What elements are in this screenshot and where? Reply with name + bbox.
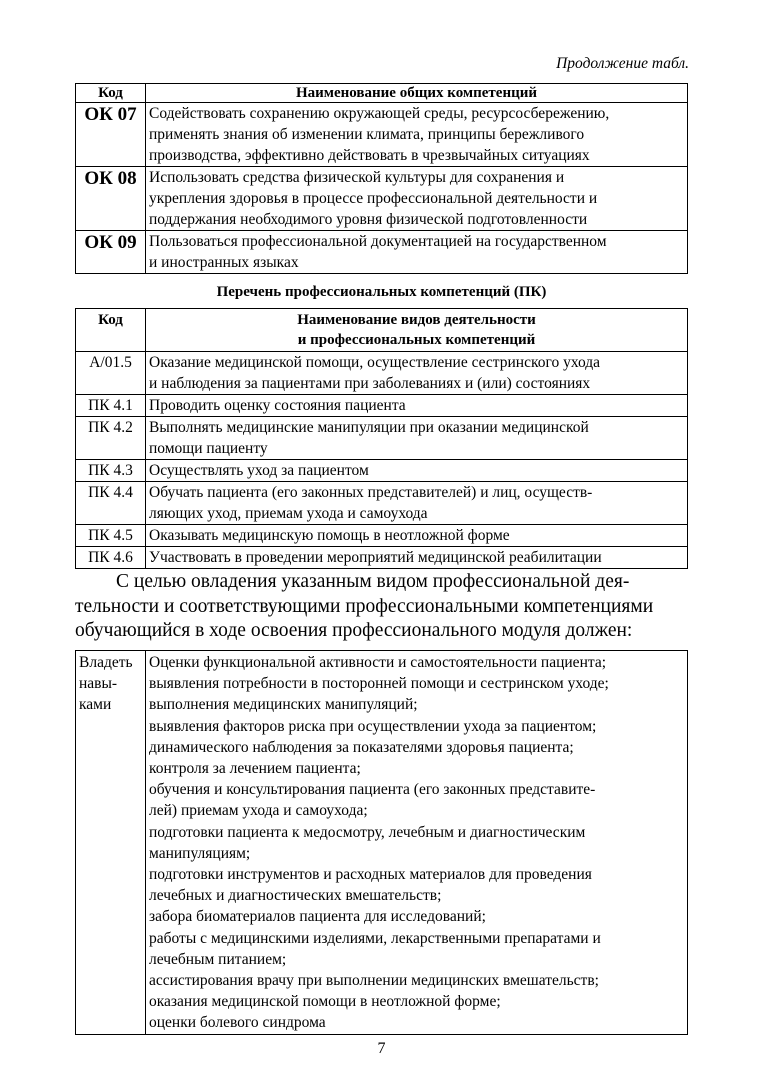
header-line: и профессиональных компетенций xyxy=(297,332,536,348)
table-row xyxy=(76,231,688,274)
table-row xyxy=(76,395,688,417)
competency-code: ПК 4.2 xyxy=(76,417,146,460)
competency-code: ПК 4.6 xyxy=(76,547,146,569)
skill-item: забора биоматериалов пациента для исследований; xyxy=(149,908,486,926)
skill-item: лей) приемам ухода и самоухода; xyxy=(149,802,368,820)
text-line: поддержания необходимого уровня физической подготовленности xyxy=(149,211,588,228)
skill-item: лечебным питанием; xyxy=(149,950,287,968)
general-competencies-table xyxy=(75,83,688,274)
competency-name xyxy=(146,167,688,231)
table-header-row xyxy=(76,309,688,352)
text-line: Осуществлять уход за пациентом xyxy=(149,462,369,479)
skill-item: выявления факторов риска при осуществлении ухода за пациентом; xyxy=(149,717,597,735)
table-row xyxy=(76,482,688,525)
skill-item: динамического наблюдения за показателями здоровья пациента; xyxy=(149,738,574,756)
skill-item: выполнения медицинских манипуляций; xyxy=(149,696,418,714)
pk-list-heading: Перечень профессиональных компетенций (ПК) xyxy=(216,284,547,300)
competency-name xyxy=(146,460,688,482)
code-header: Код xyxy=(76,84,146,103)
competency-name xyxy=(146,482,688,525)
table-row xyxy=(76,525,688,547)
competency-code: ОК 09 xyxy=(76,231,146,274)
competency-code: ПК 4.1 xyxy=(76,395,146,417)
skill-item: подготовки инструментов и расходных материалов для проведения xyxy=(149,866,592,884)
text-line: ляющих уход, приемам ухода и самоухода xyxy=(149,505,428,522)
text-line: Содействовать сохранению окружающей среды, ресурсосбережению, xyxy=(149,105,610,122)
skill-item: лечебных и диагностических вмешательств; xyxy=(149,887,442,905)
skills-list xyxy=(146,651,688,1035)
skills-table xyxy=(75,650,688,1035)
text-line: и иностранных языках xyxy=(149,254,299,271)
skill-item: работы с медицинскими изделиями, лекарственными препаратами и xyxy=(149,929,601,947)
competency-code: ПК 4.3 xyxy=(76,460,146,482)
paragraph-line: тельности и соответствующими профессиональными компетенциями xyxy=(75,595,654,617)
skills-label xyxy=(76,651,146,1035)
skill-item: подготовки пациента к медосмотру, лечебным и диагностическим xyxy=(149,823,586,841)
text-line: помощи пациенту xyxy=(149,440,268,457)
text-line: применять знания об изменении климата, принципы бережливого xyxy=(149,126,585,143)
text-line: производства, эффективно действовать в чрезвычайных ситуациях xyxy=(149,147,590,164)
skill-item: контроля за лечением пациента; xyxy=(149,760,361,778)
intro-paragraph xyxy=(75,570,688,644)
table-row xyxy=(76,417,688,460)
skill-item: манипуляциям; xyxy=(149,844,251,862)
competency-code: А/01.5 xyxy=(76,352,146,395)
competency-name xyxy=(146,547,688,569)
competency-code: ПК 4.4 xyxy=(76,482,146,525)
page-number: 7 xyxy=(377,1040,386,1057)
skill-item: Оценки функциональной активности и самостоятельности пациента; xyxy=(149,654,607,671)
skill-item: ассистирования врачу при выполнении медицинских вмешательств; xyxy=(149,972,599,990)
skill-item: оказания медицинской помощи в неотложной форме; xyxy=(149,993,501,1011)
competency-name xyxy=(146,417,688,460)
text-line: укрепления здоровья в процессе профессиональной деятельности и xyxy=(149,190,598,207)
text-line: Пользоваться профессиональной документацией на государственном xyxy=(149,233,607,250)
name-header xyxy=(146,309,688,352)
text-line: Оказывать медицинскую помощь в неотложной форме xyxy=(149,527,510,544)
competency-code: ОК 07 xyxy=(76,103,146,167)
competency-name xyxy=(146,103,688,167)
skill-item: выявления потребности в посторонней помощи и сестринском уходе; xyxy=(149,675,609,693)
text-line: Выполнять медицинские манипуляции при оказании медицинской xyxy=(149,419,589,436)
paragraph-line: обучающийся в ходе освоения профессионального модуля должен: xyxy=(75,620,633,641)
code-header: Код xyxy=(76,309,146,352)
skill-item: обучения и консультирования пациента (его законных представите- xyxy=(149,781,596,799)
table-row xyxy=(76,167,688,231)
competency-code: ОК 08 xyxy=(76,167,146,231)
header-line: Наименование видов деятельности xyxy=(297,312,536,328)
text-line: Использовать средства физической культуры для сохранения и xyxy=(149,169,565,186)
competency-name xyxy=(146,352,688,395)
competency-code: ПК 4.5 xyxy=(76,525,146,547)
label-line: навы- xyxy=(79,675,118,693)
professional-competencies-table xyxy=(75,308,688,569)
table-row xyxy=(76,651,688,1035)
table-row xyxy=(76,547,688,569)
label-line: ками xyxy=(79,696,112,714)
competency-name xyxy=(146,525,688,547)
text-line: и наблюдения за пациентами при заболеваниях и (или) состояниях xyxy=(149,375,591,392)
competency-name xyxy=(146,231,688,274)
text-line: Оказание медицинской помощи, осуществление сестринского ухода xyxy=(149,354,601,371)
competency-name xyxy=(146,395,688,417)
table-header-row xyxy=(76,84,688,103)
text-line: Обучать пациента (его законных представителей) и лиц, осуществ- xyxy=(149,484,593,501)
table-row xyxy=(76,460,688,482)
name-header: Наименование общих компетенций xyxy=(146,84,688,103)
continuation-label: Продолжение табл. xyxy=(556,55,689,72)
text-line: Участвовать в проведении мероприятий медицинской реабилитации xyxy=(149,549,602,566)
paragraph-line: С целью овладения указанным видом профессиональной дея- xyxy=(116,571,630,592)
skill-item: оценки болевого синдрома xyxy=(149,1014,326,1032)
text-line: Проводить оценку состояния пациента xyxy=(149,397,406,414)
table-row xyxy=(76,103,688,167)
label-line: Владеть xyxy=(79,654,133,671)
table-row xyxy=(76,352,688,395)
